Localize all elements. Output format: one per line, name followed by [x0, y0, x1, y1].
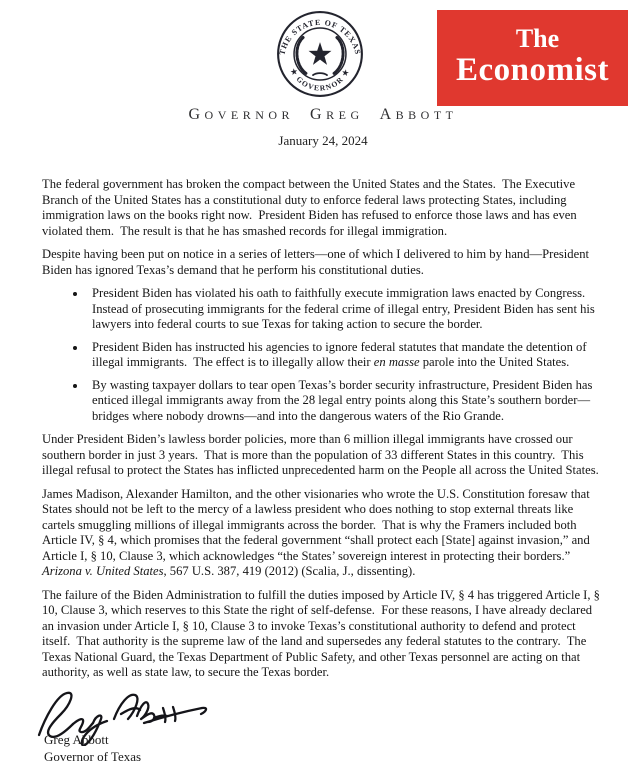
paragraph-2	[42, 247, 605, 278]
paragraph-5-text: The failure of the Biden Administration to fulfill the duties imposed by Article IV, § 4 has triggered Article I, § 10, Clause 3, which reserves to this State the right of self-defense. For these reasons, I have already declared an invasion under Article I, § 10, Clause 3 to invoke Texas’s constitutional authority to defend and protect itself. That authority is the supreme law of the land and supersedes any federal statutes to the contrary. The Texas National Guard, the Texas Department of Public Safety, and other Texas personnel are acting on that authority, as well as state law, to secure the Texas border.	[42, 587, 604, 679]
heading-word-governor: GOVERNOR	[188, 106, 295, 123]
signer-title: Governor of Texas	[44, 749, 142, 764]
economist-logo	[437, 10, 628, 106]
letter-date: January 24, 2024	[278, 133, 368, 148]
paragraph-3	[42, 432, 605, 479]
bullet-2-post: parole into the United States.	[419, 355, 570, 369]
seal-star-icon	[309, 42, 332, 65]
bullet-2-text: President Biden has instructed his agencies to ignore federal statutes that mandate the detention of illegal immigrants. The effect is to illegally allow their	[92, 339, 590, 369]
paragraph-1	[42, 177, 605, 239]
seal-top-text: THE STATE OF TEXAS	[277, 17, 363, 56]
bullet-list	[42, 286, 605, 424]
signer-name: Greg Abbott	[44, 732, 109, 747]
bullet-2-italic: en masse	[373, 355, 420, 369]
paragraph-4-post: , 567 U.S. 387, 419 (2012) (Scalia, J., dissenting).	[163, 564, 416, 578]
paragraph-2-text: Despite having been put on notice in a series of letters—one of which I delivered to him by hand—President Biden has ignored Texas’s demand that he perform his constitutional duties.	[42, 247, 593, 277]
bullet-1-text: President Biden has violated his oath to faithfully execute immigration laws enacted by Congress. Instead of prosecuting immigrants for the federal crime of illegal entry, President Biden has sent his lawyers into federal courts to sue Texas for taking action to secure the border.	[92, 286, 598, 331]
seal-bottom-text: ★ GOVERNOR ★	[288, 66, 352, 93]
paragraph-4-case-citation: Arizona v. United States	[42, 564, 164, 578]
bullet-item-2	[87, 340, 605, 371]
signature-stroke-g	[39, 693, 73, 737]
paragraph-4	[42, 487, 605, 580]
heading-word-greg: GREG	[310, 106, 364, 123]
letter-body	[42, 177, 605, 689]
economist-logo-economist: Economist	[456, 52, 609, 88]
governor-name-heading	[0, 106, 640, 124]
bullet-3-text: By wasting taxpayer dollars to tear open Texas’s border security infrastructure, President Biden has enticed illegal immigrants away from the 28 legal entry points along this State’s southern border—bridges where nobody drowns—and into the dangerous waters of the Rio Grande.	[92, 377, 596, 423]
bullet-item-3	[87, 378, 605, 425]
paragraph-4-text: James Madison, Alexander Hamilton, and the other visionaries who wrote the U.S. Constitution foresaw that States should not be left to the mercy of a lawless president who does nothing to stop external threats like cartels smuggling millions of illegal immigrants across the border. That is why the Framers included both Article IV, § 4, which promises that the federal government “shall protect each [State] against invasion,” and Article I, § 10, Clause 3, which acknowledges “the States’ sovereign interest in protecting their borders.”	[42, 486, 593, 563]
heading-word-abbott: ABBOTT	[379, 106, 458, 123]
economist-logo-the: The	[515, 24, 560, 53]
paragraph-3-text: Under President Biden’s lawless border policies, more than 6 million illegal immigrants have crossed our southern border in just 3 years. That is more than the population of 33 different States in this country. This illegal refusal to protect the States has inflicted unprecedented harm on the People all across the United States.	[42, 432, 599, 477]
bullet-item-1	[87, 286, 605, 333]
paragraph-5	[42, 588, 605, 681]
signature-stroke-bb	[137, 702, 154, 722]
seal-wreath-base	[313, 73, 327, 75]
paragraph-1-text: The federal government has broken the compact between the United States and the States. The Executive Branch of the United States has a constitutional duty to enforce federal laws protecting States, including immigration laws on the books right now. President Biden has refused to enforce those laws and has even violated them. The result is that he has smashed records for illegal immigration.	[42, 177, 580, 238]
texas-governor-seal-icon	[276, 10, 364, 98]
